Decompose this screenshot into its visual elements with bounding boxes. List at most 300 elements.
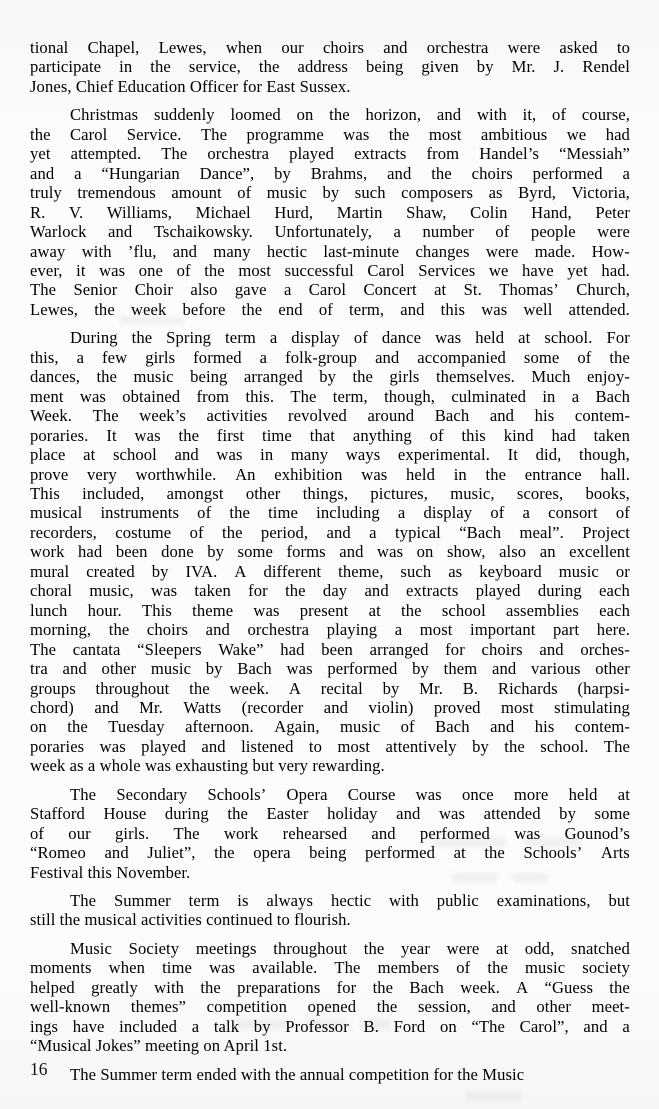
word: some — [523, 347, 560, 367]
word: hectic — [330, 891, 372, 911]
word: girls — [389, 367, 420, 387]
word: though, — [384, 386, 436, 406]
word: amount — [171, 183, 222, 203]
word: and — [375, 347, 400, 367]
word: before — [182, 299, 226, 319]
word: of — [30, 823, 45, 843]
word: music — [133, 367, 174, 387]
word: a — [259, 347, 268, 367]
word: a — [571, 386, 580, 406]
word: (recorder — [241, 697, 304, 717]
word: different — [263, 561, 322, 581]
word: on — [416, 542, 434, 562]
word: Again, — [274, 717, 320, 737]
word: in — [542, 386, 556, 406]
word: revolved — [288, 406, 347, 426]
text-line — [30, 280, 630, 299]
word: was — [99, 736, 126, 756]
word: “Messiah” — [559, 144, 630, 164]
word: had. — [601, 260, 630, 280]
word: was — [377, 542, 404, 562]
word: Dance”, — [199, 163, 255, 183]
word: Richards — [497, 678, 558, 698]
word: experimental. — [397, 445, 490, 465]
word: and — [174, 445, 199, 465]
word: successful — [284, 260, 354, 280]
word: meet- — [591, 997, 630, 1017]
word: How- — [591, 241, 630, 261]
word: a — [622, 1016, 630, 1036]
word: anything — [352, 425, 412, 445]
word: “Romeo — [30, 843, 86, 863]
word: Chapel, — [87, 38, 140, 57]
word: Service. — [126, 124, 182, 144]
word: played — [141, 736, 187, 756]
word: of — [237, 183, 252, 203]
word: school — [441, 600, 486, 620]
word: the — [241, 299, 263, 319]
word: session, — [417, 997, 471, 1017]
word: work — [223, 823, 259, 843]
word: culminated — [451, 386, 527, 406]
word: was — [134, 425, 161, 445]
word: at — [83, 445, 96, 465]
word: taken — [194, 581, 231, 601]
word: number — [422, 222, 474, 242]
word: mural — [30, 561, 70, 581]
word: and — [339, 542, 364, 562]
word: opened — [307, 997, 357, 1017]
word: Lewes, — [30, 299, 79, 319]
word: of — [490, 503, 505, 523]
word: and — [371, 823, 396, 843]
word: always — [266, 891, 314, 911]
text-line — [30, 183, 630, 202]
word: service, — [188, 57, 241, 77]
word: done — [161, 542, 194, 562]
word: the — [609, 347, 630, 367]
word: people — [530, 222, 576, 242]
word: was — [253, 600, 280, 620]
word: entrance — [524, 464, 582, 484]
word: his — [534, 406, 555, 426]
text-line — [30, 958, 630, 977]
word: Concert — [363, 280, 417, 300]
word: contem- — [574, 406, 630, 426]
word: by — [151, 561, 169, 581]
word: place — [30, 445, 66, 465]
word: Brahms, — [310, 163, 368, 183]
word: B. — [363, 1016, 379, 1036]
word: Senior — [73, 280, 118, 300]
word: term — [225, 328, 256, 348]
word: or — [615, 561, 630, 581]
word: Music — [70, 938, 112, 958]
word: most — [238, 260, 272, 280]
word: was — [514, 823, 541, 843]
word: exhibition — [274, 464, 343, 484]
word: the — [363, 938, 385, 958]
word: rehearsed — [282, 823, 348, 843]
word: competition — [206, 997, 287, 1017]
word: work — [30, 542, 65, 562]
word: had — [280, 639, 305, 659]
word: it — [76, 260, 86, 280]
word: Hurd, — [274, 202, 314, 222]
word: and — [489, 406, 515, 426]
word: held — [568, 784, 598, 804]
word: was — [286, 659, 313, 679]
word: a — [393, 222, 401, 242]
word: It — [507, 445, 518, 465]
word: Hand, — [531, 202, 572, 222]
word: of — [615, 503, 630, 523]
word: had — [551, 425, 576, 445]
word: Bach — [434, 406, 470, 426]
word: the — [388, 124, 410, 144]
word: Unfortunately, — [274, 222, 372, 242]
word: the — [30, 124, 51, 144]
word: themes” — [130, 997, 186, 1017]
word: included — [119, 1016, 178, 1036]
word: and — [364, 581, 389, 601]
word: tremendous — [77, 183, 156, 203]
word: at — [496, 938, 509, 958]
word: Handel’s — [479, 144, 540, 164]
word: IVA. — [185, 561, 218, 581]
word: preparations — [237, 977, 321, 997]
text-line — [30, 1065, 630, 1084]
text-line — [30, 601, 630, 620]
word: costume — [115, 522, 172, 542]
word: amongst — [166, 483, 224, 503]
word: the — [329, 105, 350, 125]
word: “Sleepers — [137, 639, 202, 659]
word: of — [318, 299, 333, 319]
text-line — [30, 1036, 630, 1055]
word: the — [227, 804, 248, 824]
word: various — [530, 659, 581, 679]
word: course, — [581, 105, 630, 125]
word: hour. — [87, 600, 122, 620]
word: dances, — [30, 367, 80, 387]
word: week. — [229, 678, 270, 698]
word: Ford — [393, 1016, 426, 1036]
word: ways — [345, 445, 381, 465]
word: Schools’ — [523, 843, 583, 863]
word: have — [72, 1016, 105, 1036]
word: hall. — [600, 464, 630, 484]
word: Course — [347, 784, 396, 804]
word: odd, — [524, 938, 555, 958]
word: and — [94, 697, 119, 717]
word: it, — [522, 105, 537, 125]
word: Warlock — [30, 222, 87, 242]
word: The — [30, 280, 57, 300]
word: this — [461, 425, 486, 445]
word: the — [285, 581, 306, 601]
word: Church, — [576, 280, 630, 300]
word: played — [289, 144, 335, 164]
word: taken — [593, 425, 630, 445]
text-line — [30, 997, 630, 1016]
word: was — [151, 581, 178, 601]
word: of — [552, 105, 567, 125]
word: with — [81, 241, 112, 261]
word: asked — [559, 38, 598, 57]
word: had — [605, 124, 630, 144]
word: Tuesday — [108, 717, 165, 737]
word: morning, — [30, 620, 92, 640]
word: Gounod’s — [564, 823, 630, 843]
word: during — [537, 581, 582, 601]
word: helped — [30, 977, 75, 997]
word: girls. — [114, 823, 150, 843]
word: keyboard — [479, 561, 542, 581]
word: the — [504, 736, 525, 756]
word: orches- — [580, 639, 630, 659]
word: end — [278, 299, 303, 319]
word: by — [472, 736, 489, 756]
word: Arts — [600, 843, 630, 863]
word: term, — [332, 386, 368, 406]
word: pictures, — [370, 483, 428, 503]
word: time — [261, 425, 292, 445]
word: school. — [540, 736, 589, 756]
word: extracts — [354, 144, 407, 164]
word: excellent — [569, 542, 630, 562]
word: by — [253, 1016, 271, 1036]
word: our — [281, 38, 304, 57]
word: a — [397, 503, 406, 523]
text-line — [30, 406, 630, 425]
word: created — [86, 561, 135, 581]
word: theme — [192, 600, 234, 620]
word: a — [394, 620, 403, 640]
word: orchestra — [247, 620, 310, 640]
word: Bach — [237, 659, 272, 679]
word: and — [491, 997, 516, 1017]
word: of — [353, 328, 368, 348]
word: The — [290, 386, 317, 406]
word: the — [96, 367, 118, 387]
word: choirs — [481, 639, 523, 659]
word: (harpsi- — [577, 678, 630, 698]
word: Juliet”, — [147, 843, 196, 863]
word: Tschaikowsky. — [153, 222, 253, 242]
word: Carol”, — [519, 1016, 569, 1036]
word: with — [389, 891, 419, 911]
word: other — [595, 659, 630, 679]
text-line — [30, 542, 630, 561]
word: The — [200, 124, 228, 144]
word: from — [196, 386, 230, 406]
word: changes — [415, 241, 470, 261]
word: played — [475, 581, 521, 601]
word: contem- — [574, 717, 630, 737]
word: from — [426, 144, 460, 164]
text-line — [30, 910, 630, 929]
word: and — [383, 38, 408, 57]
word: was — [209, 958, 236, 978]
word: tional — [30, 38, 69, 57]
word: period, — [260, 522, 309, 542]
word: the — [94, 299, 115, 319]
word: of — [197, 503, 212, 523]
word: listened — [241, 736, 294, 756]
word: typical — [394, 522, 441, 542]
word: day — [322, 581, 348, 601]
word: one — [138, 260, 164, 280]
word: we — [488, 260, 509, 280]
word: the — [484, 843, 505, 863]
word: was — [79, 386, 106, 406]
word: Choir — [134, 280, 174, 300]
word: V. — [69, 202, 84, 222]
word: activities — [206, 406, 268, 426]
word: orchestra — [207, 144, 270, 164]
word: lunch — [30, 600, 68, 620]
text-line — [30, 804, 630, 823]
word: on — [296, 105, 314, 125]
word: chord) — [30, 697, 74, 717]
word: term, — [349, 299, 385, 319]
word: the — [150, 57, 171, 77]
word: many — [213, 241, 251, 261]
word: when — [108, 958, 145, 978]
word: The — [70, 891, 97, 911]
text-line — [30, 77, 630, 96]
word: “Hungarian — [101, 163, 180, 183]
word: and — [172, 241, 198, 261]
word: music — [525, 958, 566, 978]
word: A — [234, 561, 247, 581]
word: Festival this November. — [30, 862, 191, 882]
word: Stafford — [30, 804, 85, 824]
word: dance — [381, 328, 422, 348]
word: the — [204, 260, 225, 280]
word: It — [106, 425, 117, 445]
word: music — [340, 717, 381, 737]
word: time — [162, 958, 192, 978]
word: ambitious — [480, 124, 548, 144]
word: the — [131, 328, 153, 348]
word: moments — [30, 958, 92, 978]
word: Spring — [166, 328, 212, 348]
word: Peter — [595, 202, 630, 222]
word: Williams, — [106, 202, 173, 222]
word: away — [30, 241, 66, 261]
word: Society — [128, 938, 180, 958]
text-line — [30, 484, 630, 503]
word: Carol — [308, 280, 347, 300]
word: by — [322, 183, 340, 203]
word: was — [435, 328, 462, 348]
word: part — [553, 620, 580, 640]
word: on — [30, 717, 47, 737]
word: The — [173, 823, 200, 843]
word: attended — [483, 804, 541, 824]
word: Professor — [285, 1016, 349, 1036]
word: such — [400, 561, 432, 581]
word: here. — [596, 620, 630, 640]
word: instruments — [100, 503, 180, 523]
word: loomed — [230, 105, 281, 125]
word: the — [221, 522, 243, 542]
text-line — [30, 640, 630, 659]
word: and — [205, 620, 230, 640]
word: participate — [30, 57, 102, 77]
word: meal”. — [519, 522, 564, 542]
word: held — [475, 328, 505, 348]
text-line — [30, 785, 630, 804]
word: to — [616, 38, 630, 57]
word: around — [367, 406, 415, 426]
word: musical — [30, 503, 83, 523]
word: opera — [253, 843, 291, 863]
text-line — [30, 978, 630, 997]
word: held — [406, 464, 436, 484]
word: week’s — [139, 406, 186, 426]
word: Mr. — [139, 697, 163, 717]
word: The — [30, 639, 57, 659]
word: performed — [327, 659, 398, 679]
word: horizon, — [365, 105, 422, 125]
word: Easter — [266, 804, 309, 824]
word: and — [104, 843, 129, 863]
word: also — [190, 280, 218, 300]
word: at — [453, 843, 466, 863]
word: The — [70, 784, 97, 804]
word: most — [337, 736, 371, 756]
word: Schools’ — [207, 784, 267, 804]
word: other — [245, 483, 281, 503]
word: Bach — [409, 977, 444, 997]
word: forms — [286, 542, 326, 562]
word: was — [99, 260, 126, 280]
word: Victoria, — [571, 183, 630, 203]
word: by — [207, 542, 225, 562]
text-line — [30, 659, 630, 678]
word: most — [501, 697, 534, 717]
word: being — [309, 843, 347, 863]
paragraph — [30, 891, 630, 930]
paragraph — [30, 328, 630, 775]
word: of — [429, 425, 444, 445]
word: performed — [419, 823, 490, 843]
word: in — [453, 464, 467, 484]
word: Shaw, — [406, 202, 447, 222]
word: his — [534, 717, 555, 737]
word: for — [336, 977, 357, 997]
word: throughout — [273, 938, 348, 958]
word: time — [268, 503, 298, 523]
text-line — [30, 242, 630, 261]
text-line — [30, 445, 630, 464]
word: did, — [535, 445, 562, 465]
text-line — [30, 465, 630, 484]
word: “Bach — [459, 522, 502, 542]
word: of — [176, 260, 191, 280]
word: things, — [302, 483, 349, 503]
word: very — [86, 464, 117, 484]
word: attended. — [568, 299, 630, 319]
word: most — [428, 124, 462, 144]
word: with — [154, 977, 185, 997]
word: term — [188, 891, 220, 911]
word: consort — [548, 503, 598, 523]
word: formed — [193, 347, 242, 367]
